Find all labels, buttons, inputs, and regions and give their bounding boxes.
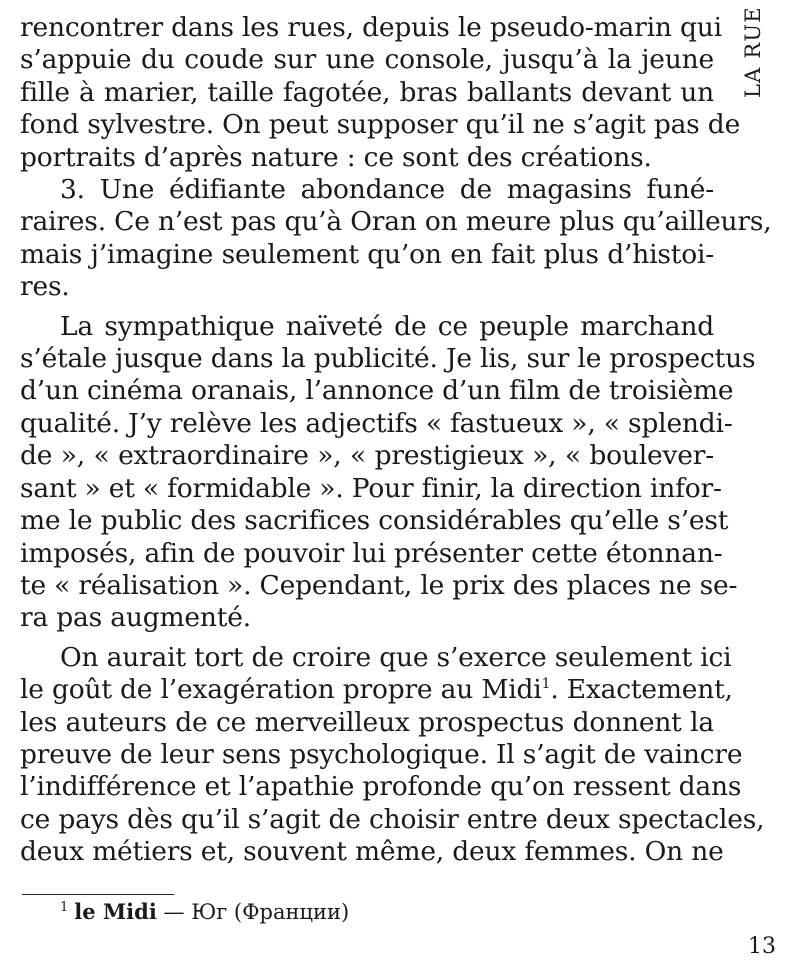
text-line: d’un cinéma oranais, l’annonce d’un film de troisième [20,375,734,407]
text-line: raires. Ce n’est pas qu’à Oran on meure plus qu’ailleurs, [20,206,772,238]
text-line: fille à marier, taille fagotée, bras ballants devant un [20,76,714,108]
page-number: 13 [748,934,776,959]
text-line: mais j’imagine seulement qu’on en fait plus d’histoi- [20,238,714,270]
text-fragment: . Exactement, [550,674,733,706]
text-line: ce pays dès qu’il s’agit de choisir entre deux spectacles, [20,803,765,835]
text-line: preuve de leur sens psychologique. Il s’agit de vaincre [20,738,743,770]
text-line: On aurait tort de croire que s’exerce seulement ici [60,641,732,673]
text-line: te « réalisation ». Cependant, le prix des places ne se- [20,569,738,601]
text-fragment: le goût de l’exagération propre au Midi [20,674,542,706]
text-line: de », « extraordinaire », « prestigieux », « boulever- [20,440,714,472]
footnote [60,899,349,924]
text-line: rencontrer dans les rues, depuis le pseudo-marin qui [20,12,722,43]
text-line: imposés, afin de pouvoir lui présenter cette étonnan- [20,537,723,569]
text-line: l’indifférence et l’apathie profonde qu’on ressent dans [20,771,742,803]
text-line: res. [20,271,70,303]
text-line: s’appuie du coude sur une console, jusqu’à la jeune [20,44,714,76]
running-head: LA RUE [741,6,765,98]
text-line: sant » et « formidable ». Pour finir, la direction infor- [20,472,722,504]
text-line: 3. Une édifiante abondance de magasins funé- [60,174,714,206]
text-line: ra pas augmenté. [20,602,251,634]
text-line: les auteurs de ce merveilleux prospectus donnent la [20,706,714,738]
footnote-term: le Midi [74,899,157,924]
text-line: portraits d’après nature : ce sont des créations. [20,141,652,173]
text-line: me le public des sacrifices considérables qu’elle s’est [20,505,729,537]
footnote-divider [22,894,174,895]
footnote-ref: 1 [541,676,551,693]
footnote-definition: — Юг (Франции) [163,900,350,924]
text-line: qualité. J’y relève les adjectifs « fastueux », « splendi- [20,407,733,439]
text-line: La sympathique naïveté de ce peuple marchand [60,310,714,342]
text-line [20,674,733,706]
text-line: fond sylvestre. On peut supposer qu’il ne s’agit pas de [20,109,741,141]
text-line: deux métiers et, souvent même, deux femmes. On ne [20,836,724,868]
text-line: s’étale jusque dans la publicité. Je lis, sur le prospectus [20,343,756,375]
footnote-marker: 1 [60,900,69,915]
